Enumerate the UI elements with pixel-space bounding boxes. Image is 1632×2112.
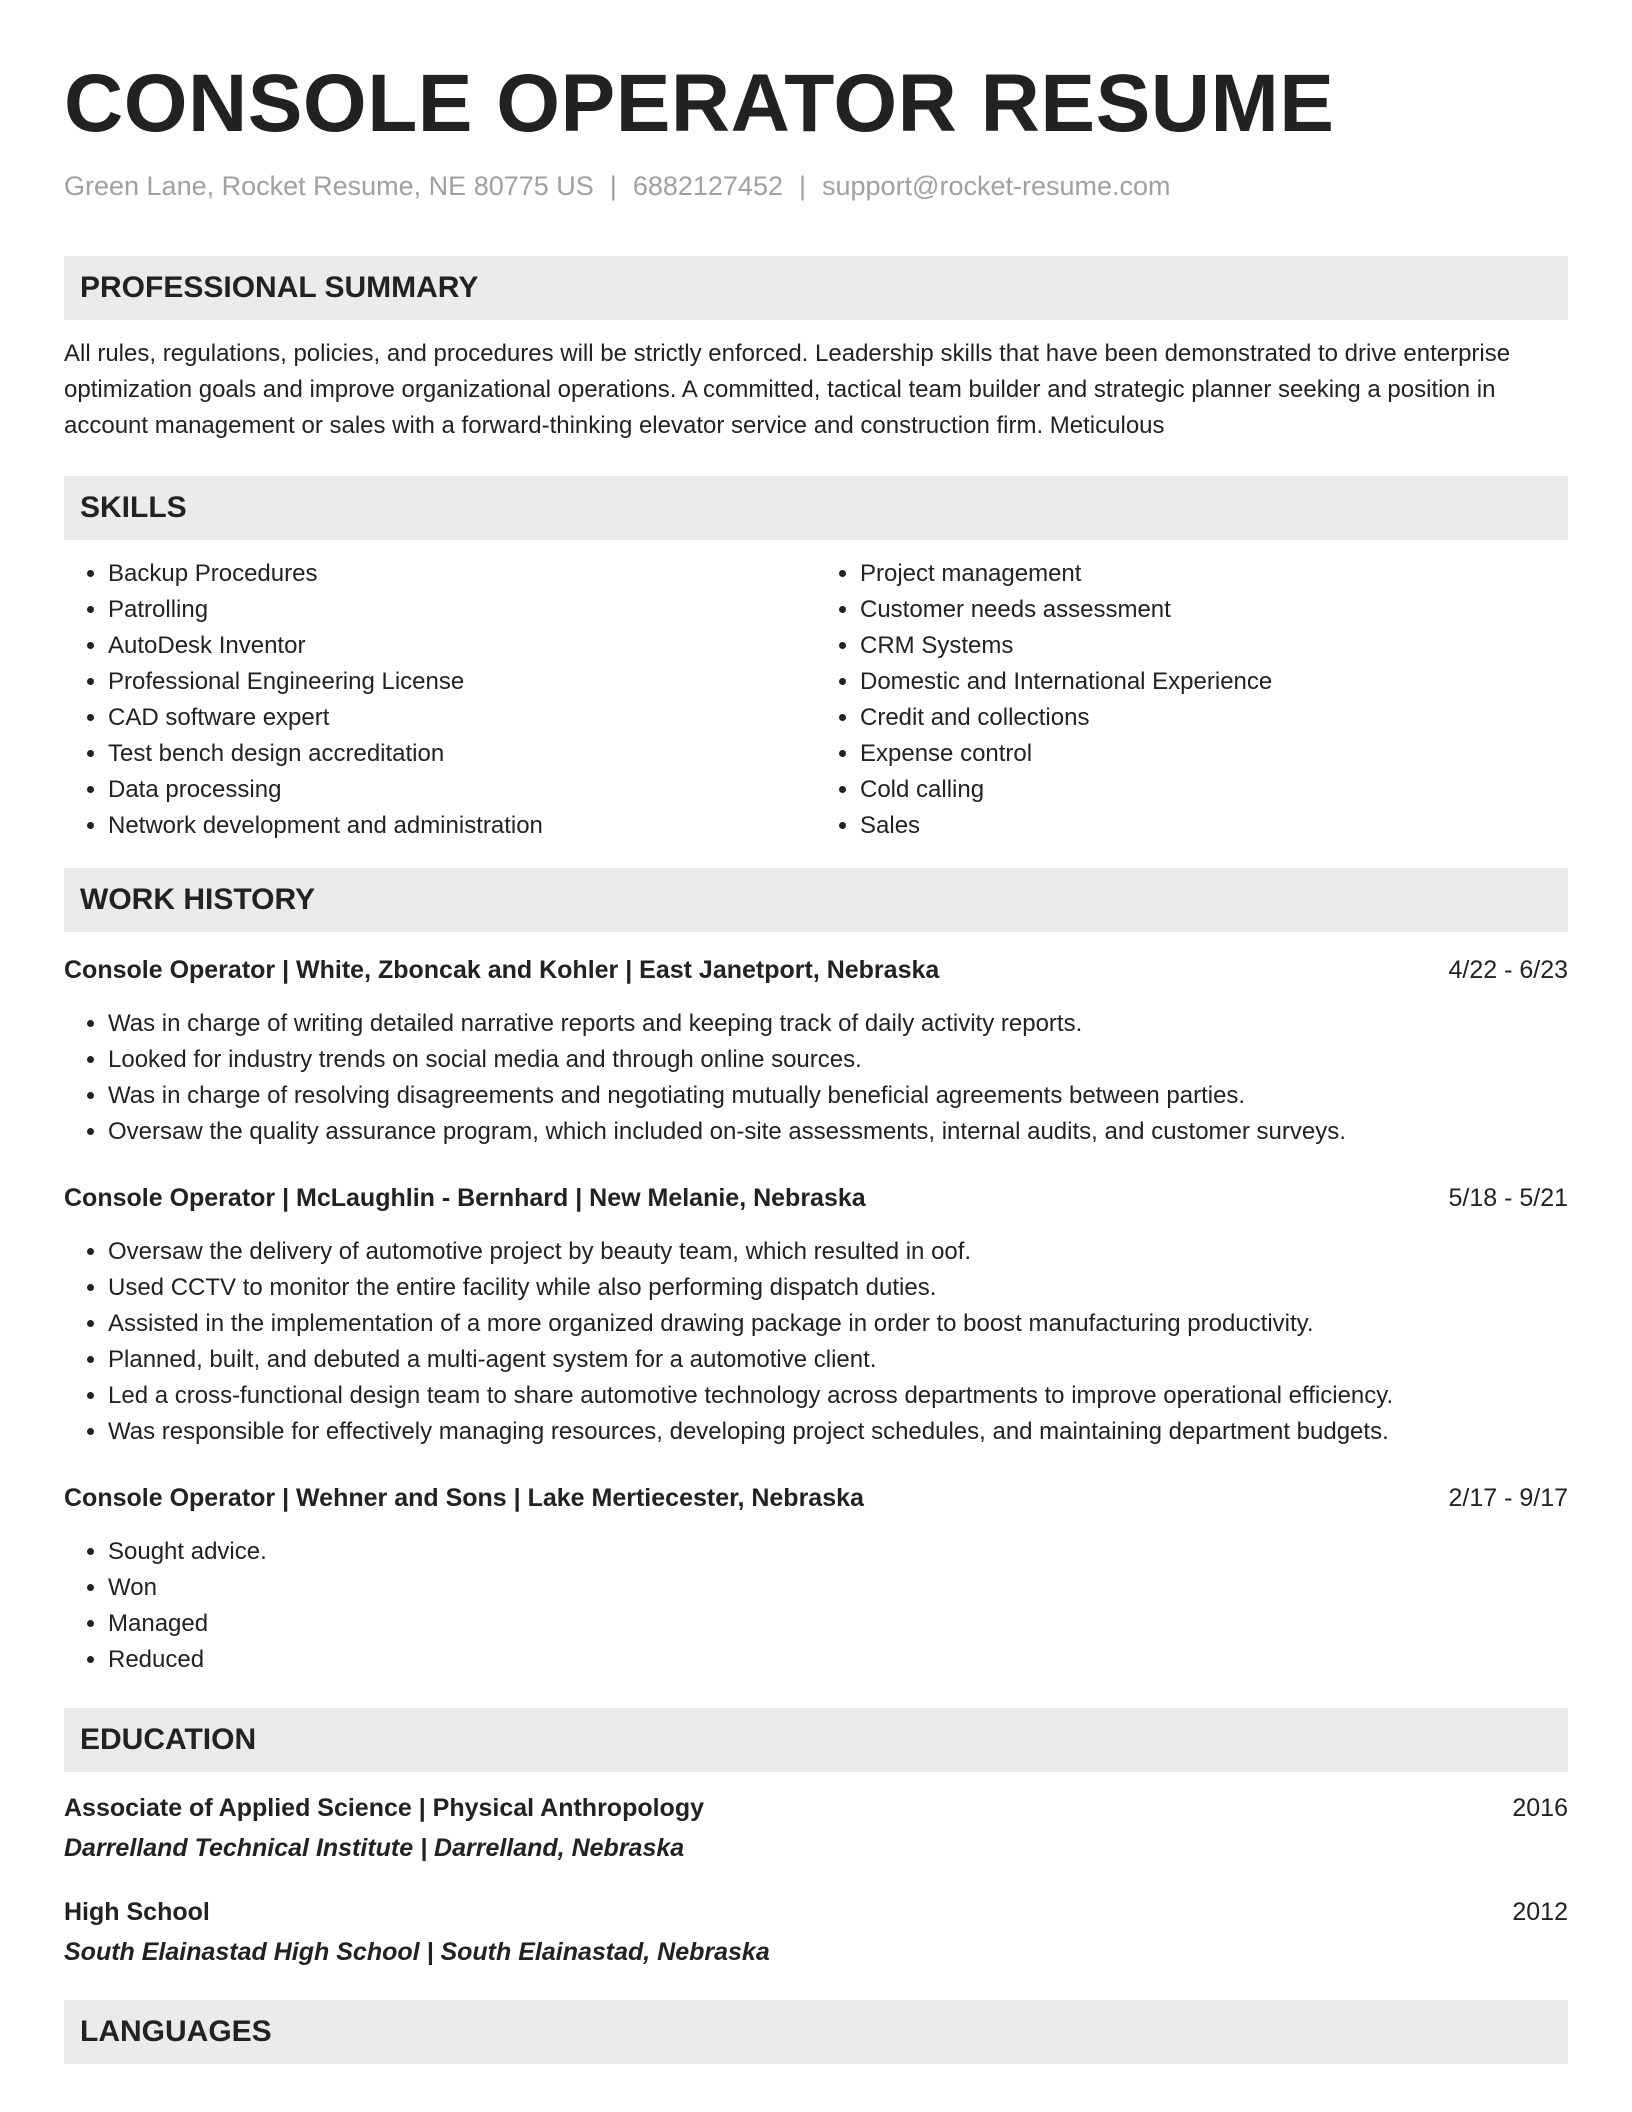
- education-entry: [64, 1790, 1568, 1866]
- job-bullet: • Planned, built, and debuted a multi-agent system for a automotive client.: [108, 1342, 1568, 1378]
- contact-separator: |: [798, 171, 806, 201]
- summary-text: All rules, regulations, policies, and procedures will be strictly enforced. Leadership skills that have been demonstrated to drive enterprise optimization goals and improve organizational operations. A committed, tactical team builder and strategic planner seeking a position in account management or sales with a forward-thinking elevator service and construction firm. Meticulous: [64, 340, 1511, 439]
- job-title: Console Operator | McLaughlin - Bernhard | New Melanie, Nebraska: [64, 1184, 866, 1212]
- job-bullet: • Was in charge of resolving disagreements and negotiating mutually beneficial agreements between parties.: [108, 1078, 1568, 1114]
- skill-item: • Sales: [860, 808, 1568, 844]
- skills-list: [64, 556, 1568, 844]
- job-bullet: • Led a cross-functional design team to share automotive technology across departments to improve operational efficiency.: [108, 1378, 1568, 1414]
- job-bullet: • Oversaw the delivery of automotive project by beauty team, which resulted in oof.: [108, 1234, 1568, 1270]
- skill-item: • Network development and administration: [108, 808, 816, 844]
- education-year: 2016: [1512, 1794, 1568, 1822]
- job-bullet: • Was responsible for effectively managing resources, developing project schedules, and maintaining department budgets.: [108, 1414, 1568, 1450]
- job-bullet: • Reduced: [108, 1642, 1568, 1678]
- skill-item: • Test bench design accreditation: [108, 736, 816, 772]
- resume-title: CONSOLE OPERATOR RESUME: [64, 58, 1335, 149]
- skill-item: • Domestic and International Experience: [860, 664, 1568, 700]
- skill-item: • Project management: [860, 556, 1568, 592]
- job-entry: [64, 1480, 1568, 1678]
- education-degree: Associate of Applied Science | Physical Anthropology: [64, 1794, 705, 1822]
- skill-item: • Patrolling: [108, 592, 816, 628]
- job-dates: 4/22 - 6/23: [1448, 956, 1568, 984]
- skill-item: • Professional Engineering License: [108, 664, 816, 700]
- education-entry: [64, 1894, 1568, 1970]
- contact-email: support@rocket-resume.com: [822, 171, 1171, 201]
- job-bullets: [64, 1006, 1568, 1150]
- job-dates: 5/18 - 5/21: [1448, 1184, 1568, 1212]
- job-bullet: • Looked for industry trends on social media and through online sources.: [108, 1042, 1568, 1078]
- job-bullets: [64, 1534, 1568, 1678]
- skills-column-left: [64, 556, 816, 844]
- skill-item: • Backup Procedures: [108, 556, 816, 592]
- job-title: Console Operator | Wehner and Sons | Lake Mertiecester, Nebraska: [64, 1484, 864, 1512]
- job-entry: [64, 1180, 1568, 1450]
- job-bullets: [64, 1234, 1568, 1450]
- skill-item: • AutoDesk Inventor: [108, 628, 816, 664]
- contact-address: Green Lane, Rocket Resume, NE 80775 US: [64, 171, 594, 201]
- skill-item: • Data processing: [108, 772, 816, 808]
- job-title: Console Operator | White, Zboncak and Kohler | East Janetport, Nebraska: [64, 956, 940, 984]
- education-heading: EDUCATION: [64, 1708, 1568, 1772]
- contact-line: [64, 168, 1568, 204]
- contact-separator: |: [609, 171, 617, 201]
- contact-phone: 6882127452: [632, 171, 783, 201]
- education-degree: High School: [64, 1898, 210, 1926]
- job-bullet: • Managed: [108, 1606, 1568, 1642]
- education-year: 2012: [1512, 1898, 1568, 1926]
- skill-item: • CAD software expert: [108, 700, 816, 736]
- job-bullet: • Assisted in the implementation of a more organized drawing package in order to boost manufacturing productivity.: [108, 1306, 1568, 1342]
- job-entry: [64, 952, 1568, 1150]
- skill-item: • Cold calling: [860, 772, 1568, 808]
- job-header: [64, 952, 1568, 988]
- skills-column-right: [816, 556, 1568, 844]
- skill-item: • CRM Systems: [860, 628, 1568, 664]
- job-header: [64, 1180, 1568, 1216]
- education-header: [64, 1790, 1568, 1826]
- work-history-heading: WORK HISTORY: [64, 868, 1568, 932]
- skill-item: • Expense control: [860, 736, 1568, 772]
- languages-heading: LANGUAGES: [64, 2000, 1568, 2064]
- job-bullet: • Was in charge of writing detailed narrative reports and keeping track of daily activity reports.: [108, 1006, 1568, 1042]
- job-bullet: • Won: [108, 1570, 1568, 1606]
- summary-heading: PROFESSIONAL SUMMARY: [64, 256, 1568, 320]
- skill-item: • Credit and collections: [860, 700, 1568, 736]
- job-bullet: • Oversaw the quality assurance program, which included on-site assessments, internal audits, and customer surveys.: [108, 1114, 1568, 1150]
- education-school: Darrelland Technical Institute | Darrelland, Nebraska: [64, 1834, 685, 1862]
- skill-item: • Customer needs assessment: [860, 592, 1568, 628]
- job-bullet: • Sought advice.: [108, 1534, 1568, 1570]
- job-bullet: • Used CCTV to monitor the entire facility while also performing dispatch duties.: [108, 1270, 1568, 1306]
- education-header: [64, 1894, 1568, 1930]
- education-school: South Elainastad High School | South Elainastad, Nebraska: [64, 1938, 770, 1966]
- job-header: [64, 1480, 1568, 1516]
- job-dates: 2/17 - 9/17: [1448, 1484, 1568, 1512]
- skills-heading: SKILLS: [64, 476, 1568, 540]
